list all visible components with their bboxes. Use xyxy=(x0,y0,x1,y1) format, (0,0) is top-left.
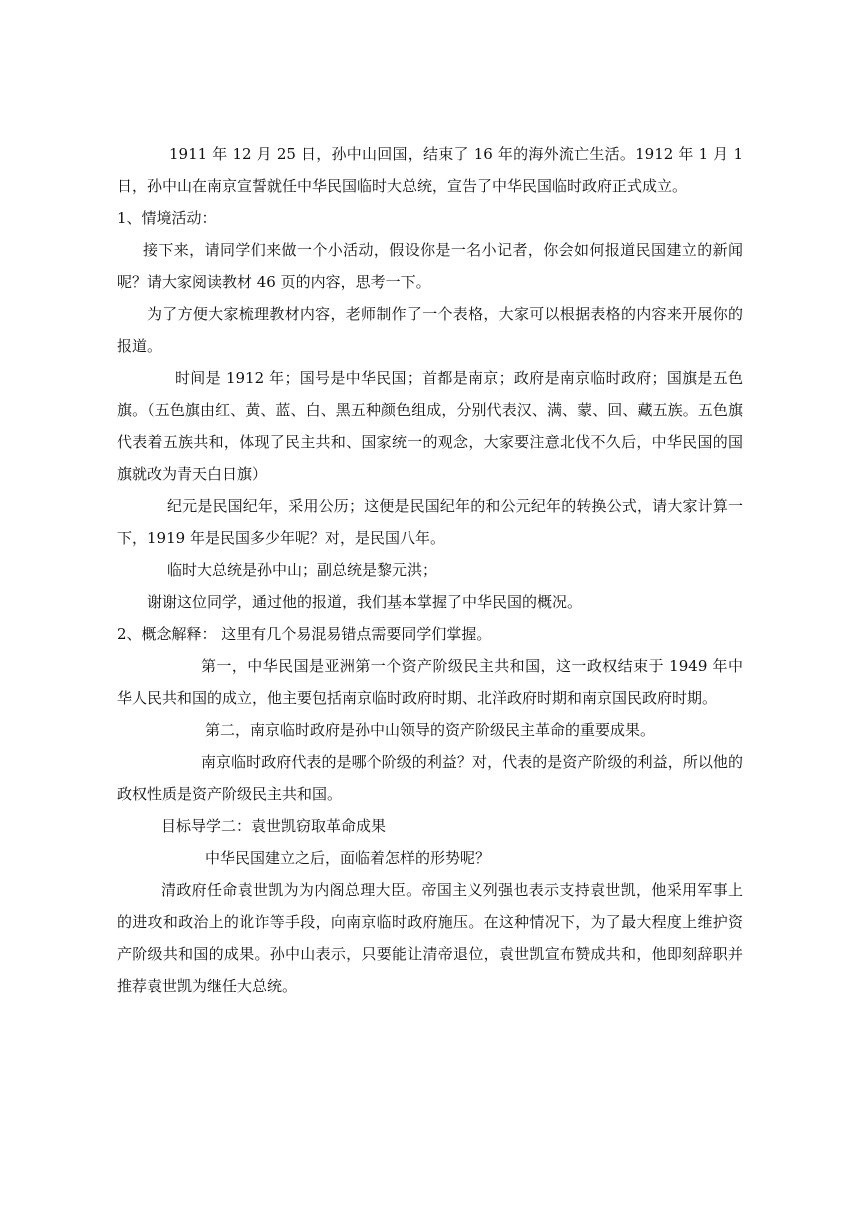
paragraph-intro: 1911 年 12 月 25 日，孙中山回国，结束了 16 年的海外流亡生活。1912 年 1 月 1 日，孙中山在南京宣誓就任中华民国临时大总统，宣告了中华民国临时政府正式成立。 xyxy=(117,145,743,195)
heading-scenario-activity: 1、情境活动： xyxy=(117,209,217,227)
heading-concept-explanation: 2、概念解释： 这里有几个易混易错点需要同学们掌握。 xyxy=(117,625,492,643)
paragraph-yuan-shikai: 清政府任命袁世凯为为内阁总理大臣。帝国主义列强也表示支持袁世凯，他采用军事上的进攻和政治上的讹诈等手段，向南京临时政府施压。在这种情况下，为了最大程度上维护资产阶级共和国的成果。孙中山表示，只要能让清帝退位，袁世凯宣布赞成共和，他即刻辞职并推荐袁世凯为继任大总统。 xyxy=(117,881,743,995)
paragraph-table-intro: 为了方便大家梳理教材内容，老师制作了一个表格，大家可以根据表格的内容来开展你的报道。 xyxy=(117,305,743,355)
paragraph-activity: 接下来，请同学们来做一个小活动，假设你是一名小记者，你会如何报道民国建立的新闻呢？请大家阅读教材 46 页的内容，思考一下。 xyxy=(117,241,743,291)
paragraph-calendar: 纪元是民国纪年，采用公历；这便是民国纪年的和公元纪年的转换公式，请大家计算一下，1919 年是民国多少年呢？对，是民国八年。 xyxy=(117,497,743,547)
paragraph-class-interest: 南京临时政府代表的是哪个阶级的利益？对，代表的是资产阶级的利益，所以他的政权性质是资产阶级民主共和国。 xyxy=(117,753,743,803)
paragraph-president: 临时大总统是孙中山；副总统是黎元洪； xyxy=(167,561,438,579)
paragraph-situation-question: 中华民国建立之后，面临着怎样的形势呢？ xyxy=(205,849,491,867)
paragraph-overview: 时间是 1912 年；国号是中华民国；首都是南京；政府是南京临时政府；国旗是五色旗。（五色旗由红、黄、蓝、白、黑五种颜色组成，分别代表汉、满、蒙、回、藏五族。五色旗代表着五族共和，体现了民主共和、国家统一的观念，大家要注意北伐不久后，中华民国的国旗就改为青天白日旗） xyxy=(117,369,743,483)
paragraph-point-two: 第二，南京临时政府是孙中山领导的资产阶级民主革命的重要成果。 xyxy=(205,721,656,739)
paragraph-point-one: 第一，中华民国是亚洲第一个资产阶级民主共和国，这一政权结束于 1949 年中华人民共和国的成立，他主要包括南京临时政府时期、北洋政府时期和南京国民政府时期。 xyxy=(117,657,743,707)
paragraph-thanks: 谢谢这位同学，通过他的报道，我们基本掌握了中华民国的概况。 xyxy=(147,593,583,611)
document-body xyxy=(117,138,743,1002)
heading-goal-two: 目标导学二：袁世凯窃取革命成果 xyxy=(161,817,387,835)
